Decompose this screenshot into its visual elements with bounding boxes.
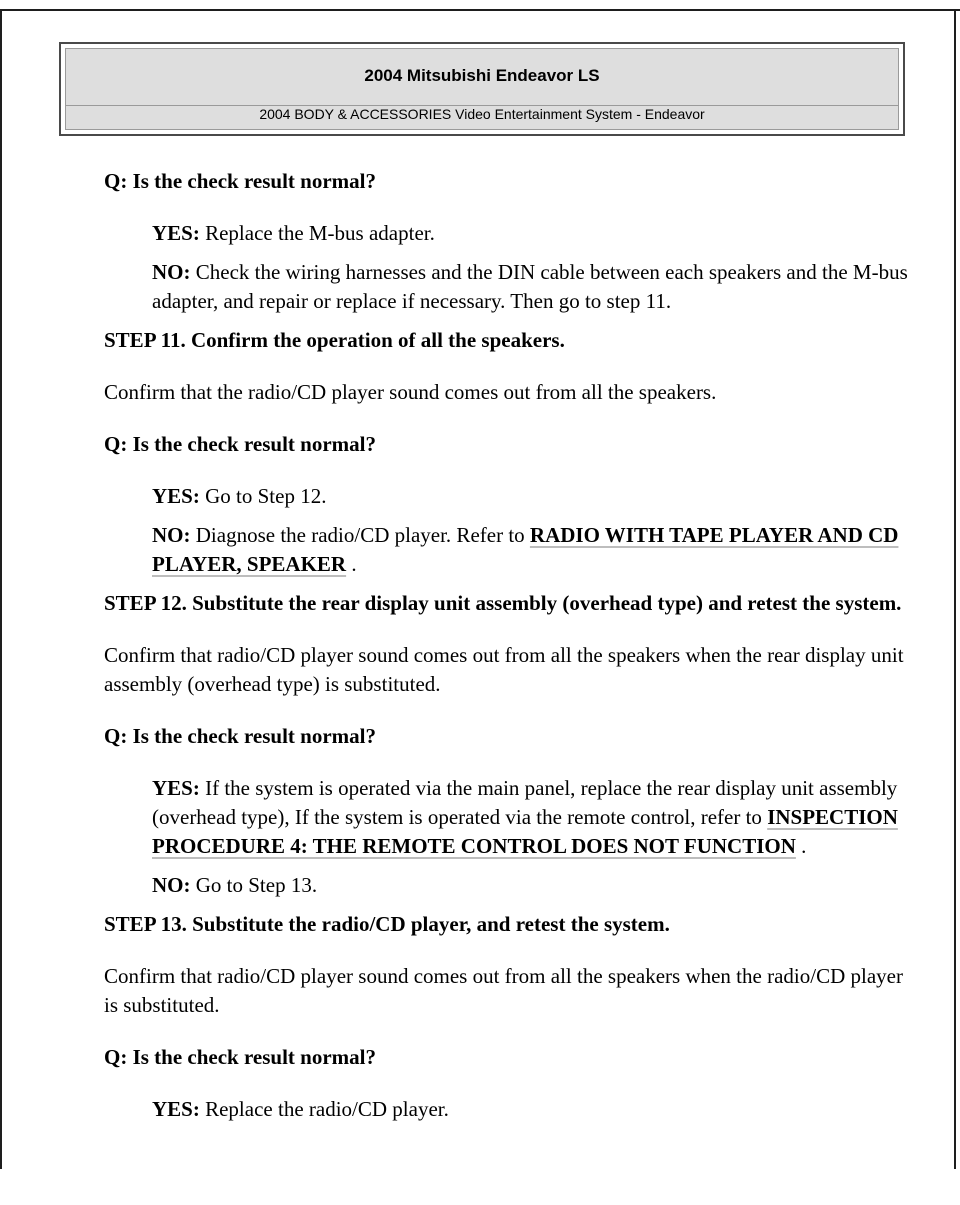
answer-yes (104, 774, 914, 861)
answer-text-end: . (346, 552, 357, 576)
yes-label: YES: (152, 1097, 200, 1121)
step-12-text: Confirm that radio/CD player sound comes out from all the speakers when the rear display unit assembly (overhead type) is substituted. (104, 643, 904, 696)
answer-text: Check the wiring harnesses and the DIN cable between each speakers and the M-bus adapter, and repair or replace if necessary. Then go to step 11. (152, 260, 908, 313)
yes-label: YES: (152, 484, 200, 508)
answer-yes (104, 219, 914, 248)
header-subtitle: 2004 BODY & ACCESSORIES Video Entertainment System - Endeavor (259, 106, 705, 122)
question-heading: Q: Is the check result normal? (104, 724, 377, 748)
question-heading: Q: Is the check result normal? (104, 169, 377, 193)
answer-text: Diagnose the radio/CD player. Refer to (190, 523, 530, 547)
answer-yes (104, 482, 914, 511)
answer-text: Go to Step 13. (190, 873, 318, 897)
step-12-heading: STEP 12. Substitute the rear display unit assembly (overhead type) and retest the system. (104, 591, 902, 615)
radio-speaker-link[interactable]: RADIO WITH TAPE PLAYER AND CD PLAYER, SPEAKER (152, 523, 899, 576)
answer-text: If the system is operated via the main panel, replace the rear display unit assembly (overhead type), If the system is operated via the remote control, refer to (152, 776, 898, 829)
answer-yes (104, 1095, 914, 1124)
question-heading: Q: Is the check result normal? (104, 1045, 377, 1069)
page-border-top (0, 9, 960, 11)
page-border-right (954, 9, 956, 1169)
answer-text: Go to Step 12. (199, 484, 327, 508)
header-title: 2004 Mitsubishi Endeavor LS (364, 66, 600, 85)
no-label: NO: (152, 873, 191, 897)
answer-text-end: . (795, 834, 807, 858)
step-13-text: Confirm that radio/CD player sound comes out from all the speakers when the radio/CD player is substituted. (104, 964, 903, 1017)
answer-text: Replace the radio/CD player. (199, 1097, 449, 1121)
step-13-heading: STEP 13. Substitute the radio/CD player, and retest the system. (104, 912, 670, 936)
inspection-procedure-4-link[interactable]: INSPECTION PROCEDURE 4: THE REMOTE CONTROL DOES NOT FUNCTION (152, 805, 898, 858)
no-label: NO: (152, 260, 191, 284)
no-label: NO: (152, 523, 191, 547)
answer-text: Replace the M-bus adapter. (199, 221, 435, 245)
answer-no (104, 258, 914, 316)
page-border-left (0, 9, 2, 1169)
step-11-heading: STEP 11. Confirm the operation of all the speakers. (104, 328, 565, 352)
yes-label: YES: (152, 221, 200, 245)
answer-no (104, 521, 914, 579)
document-header (59, 42, 905, 136)
yes-label: YES: (152, 776, 200, 800)
question-heading: Q: Is the check result normal? (104, 432, 377, 456)
document-body (104, 167, 914, 1124)
step-11-text: Confirm that the radio/CD player sound comes out from all the speakers. (104, 380, 717, 404)
answer-no (104, 871, 914, 900)
